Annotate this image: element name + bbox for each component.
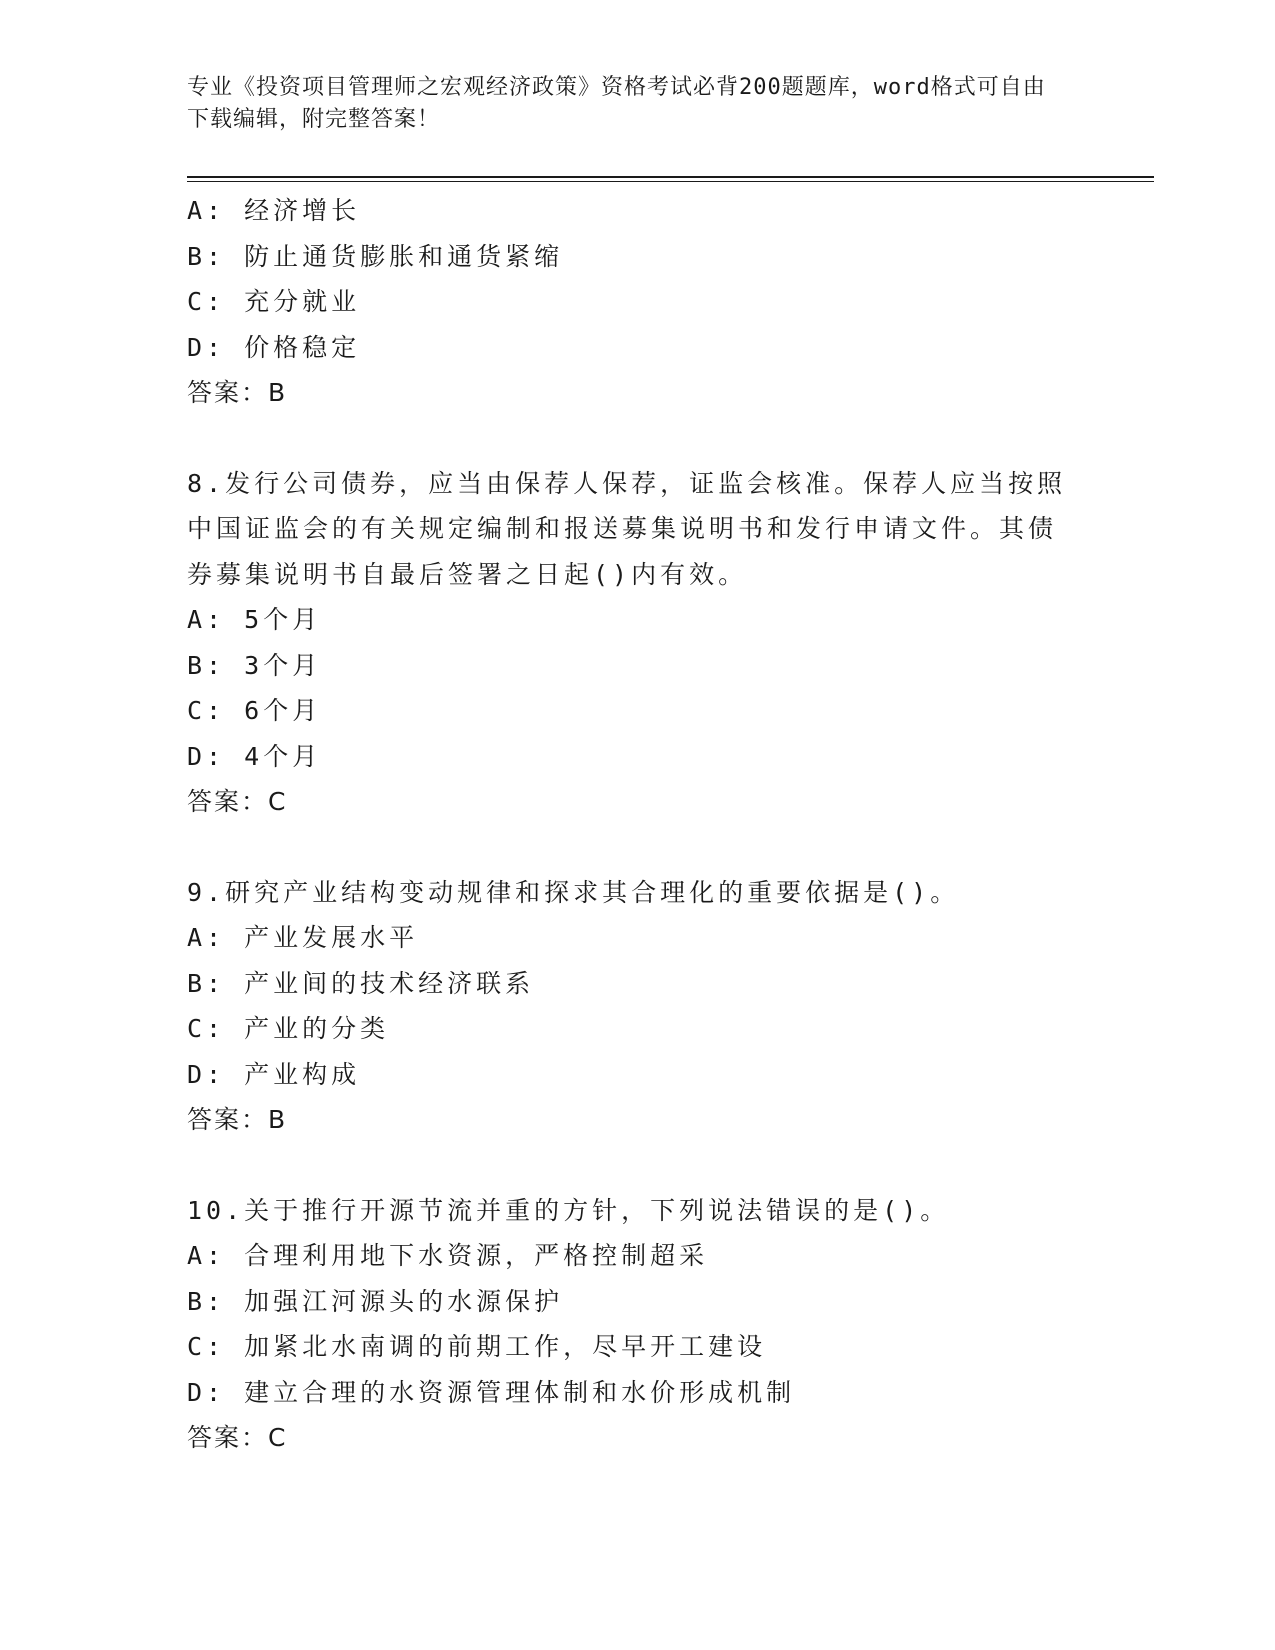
option-a: A: 合理利用地下水资源，严格控制超采 [187, 1241, 709, 1270]
option-d: D: 产业构成 [187, 1059, 361, 1089]
question-block-10 [187, 1188, 1067, 1461]
header-rule-thin [187, 181, 1154, 182]
option-d: D: 价格稳定 [187, 332, 361, 362]
answer-line: 答案：C [187, 1423, 288, 1452]
option-b: B: 防止通货膨胀和通货紧缩 [187, 241, 564, 271]
option-a: A: 5个月 [187, 605, 322, 634]
question-text: 9.研究产业结构变动规律和探求其合理化的重要依据是()。 [187, 877, 960, 907]
question-text: 8.发行公司债券，应当由保荐人保荐，证监会核准。保荐人应当按照中国证监会的有关规定编制和报送募集说明书和发行申请文件。其债券募集说明书自最后签署之日起()内有效。 [187, 468, 1067, 589]
option-a: A: 经济增长 [187, 196, 361, 225]
spacer [187, 416, 1067, 461]
answer-line: 答案：C [187, 787, 288, 816]
option-d: D: 4个月 [187, 741, 322, 771]
question-text: 10.关于推行开源节流并重的方针，下列说法错误的是()。 [187, 1195, 950, 1225]
option-c: C: 加紧北水南调的前期工作，尽早开工建设 [187, 1332, 767, 1361]
header-rule-thick [187, 176, 1154, 178]
answer-line: 答案：B [187, 1105, 288, 1134]
spacer [187, 1143, 1067, 1188]
option-c: C: 产业的分类 [187, 1014, 390, 1043]
option-c: C: 6个月 [187, 696, 322, 725]
document-header: 专业《投资项目管理师之宏观经济政策》资格考试必背200题题库，word格式可自由下载编辑，附完整答案！ [187, 75, 1046, 132]
spacer [187, 825, 1067, 870]
question-list [187, 188, 1067, 1461]
answer-line: 答案：B [187, 378, 288, 407]
option-a: A: 产业发展水平 [187, 923, 419, 952]
question-block-partial [187, 188, 1067, 416]
question-block-8 [187, 461, 1067, 825]
option-c: C: 充分就业 [187, 287, 361, 316]
option-b: B: 3个月 [187, 650, 322, 680]
question-block-9 [187, 870, 1067, 1143]
option-d: D: 建立合理的水资源管理体制和水价形成机制 [187, 1377, 796, 1407]
option-b: B: 产业间的技术经济联系 [187, 968, 535, 998]
option-b: B: 加强江河源头的水源保护 [187, 1286, 564, 1316]
